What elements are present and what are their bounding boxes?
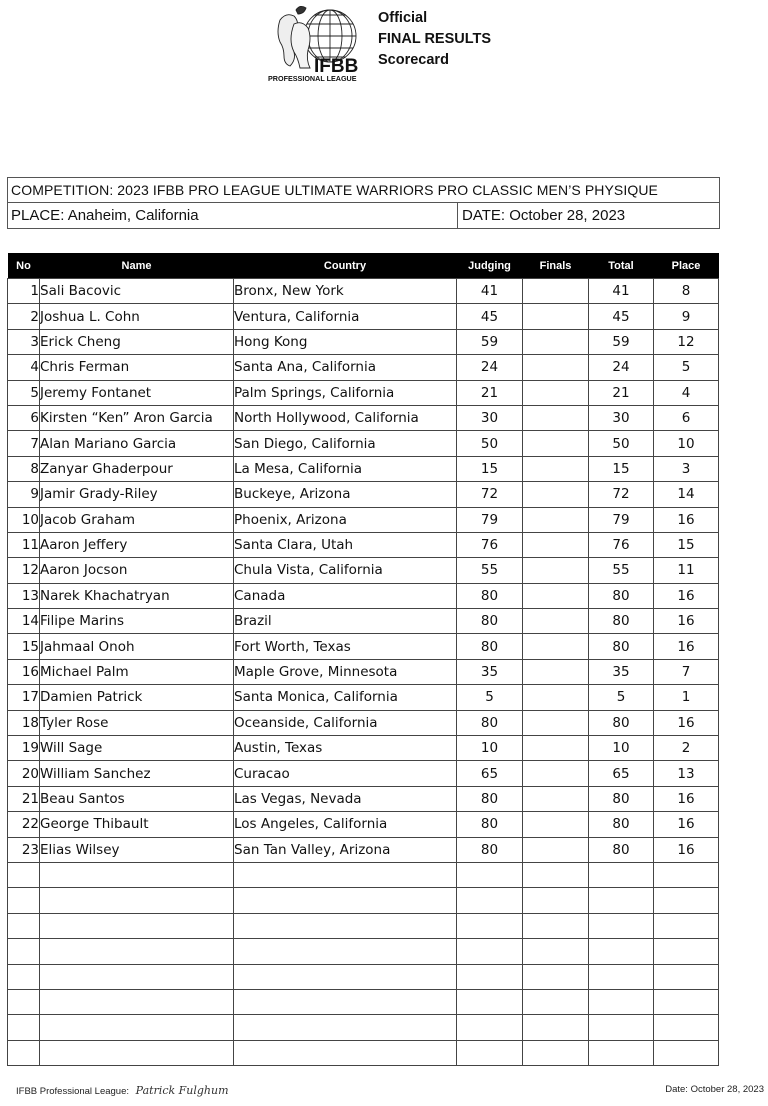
table-row [8, 685, 719, 710]
cell-judging: 80 [457, 634, 523, 659]
cell-judging: 80 [457, 583, 523, 608]
cell-finals [523, 659, 589, 684]
table-row [8, 355, 719, 380]
cell-no: 16 [8, 659, 40, 684]
cell-finals [523, 583, 589, 608]
empty-cell [234, 1015, 457, 1040]
logo-subtext: PROFESSIONAL LEAGUE [268, 74, 357, 82]
cell-total: 30 [589, 405, 654, 430]
cell-no: 9 [8, 482, 40, 507]
cell-total: 80 [589, 837, 654, 862]
empty-cell [40, 888, 234, 913]
cell-judging: 65 [457, 761, 523, 786]
table-row [8, 786, 719, 811]
empty-cell [457, 1040, 523, 1065]
table-row [8, 558, 719, 583]
cell-name: Zanyar Ghaderpour [40, 456, 234, 481]
cell-total: 80 [589, 583, 654, 608]
cell-judging: 76 [457, 532, 523, 557]
cell-finals [523, 355, 589, 380]
empty-cell [654, 888, 719, 913]
footer-league [16, 1084, 229, 1097]
col-header-name: Name [40, 253, 234, 279]
col-header-finals: Finals [523, 253, 589, 279]
cell-total: 72 [589, 482, 654, 507]
cell-judging: 80 [457, 710, 523, 735]
col-header-country: Country [234, 253, 457, 279]
cell-total: 80 [589, 710, 654, 735]
cell-finals [523, 380, 589, 405]
cell-finals [523, 812, 589, 837]
cell-name: Narek Khachatryan [40, 583, 234, 608]
competition-name: COMPETITION: 2023 IFBB PRO LEAGUE ULTIMATE WARRIORS PRO CLASSIC MEN’S PHYSIQUE [8, 178, 719, 203]
empty-cell [523, 1015, 589, 1040]
cell-country: Fort Worth, Texas [234, 634, 457, 659]
empty-cell [8, 1015, 40, 1040]
cell-name: Michael Palm [40, 659, 234, 684]
scorecard-title [378, 8, 491, 71]
table-row [8, 507, 719, 532]
cell-total: 21 [589, 380, 654, 405]
table-row [8, 609, 719, 634]
title-line-official: Official [378, 10, 428, 26]
cell-finals [523, 710, 589, 735]
cell-place: 16 [654, 507, 719, 532]
competition-place: PLACE: Anaheim, California [8, 203, 458, 228]
results-table [7, 253, 719, 1066]
cell-no: 7 [8, 431, 40, 456]
cell-country: Santa Monica, California [234, 685, 457, 710]
empty-cell [523, 989, 589, 1014]
table-row [8, 304, 719, 329]
title-line-final-results: FINAL RESULTS [378, 31, 492, 47]
empty-cell [40, 1015, 234, 1040]
competition-info-box [7, 177, 720, 229]
cell-country: La Mesa, California [234, 456, 457, 481]
cell-judging: 72 [457, 482, 523, 507]
empty-cell [589, 913, 654, 938]
empty-cell [523, 1040, 589, 1065]
table-row [8, 837, 719, 862]
table-row [8, 405, 719, 430]
empty-cell [40, 939, 234, 964]
cell-place: 16 [654, 710, 719, 735]
results-body [8, 279, 719, 1066]
empty-cell [457, 888, 523, 913]
empty-cell [234, 1040, 457, 1065]
cell-judging: 50 [457, 431, 523, 456]
cell-no: 3 [8, 329, 40, 354]
cell-place: 5 [654, 355, 719, 380]
cell-judging: 21 [457, 380, 523, 405]
cell-place: 10 [654, 431, 719, 456]
cell-finals [523, 532, 589, 557]
cell-place: 1 [654, 685, 719, 710]
blank-table-row [8, 939, 719, 964]
cell-finals [523, 736, 589, 761]
cell-no: 4 [8, 355, 40, 380]
cell-finals [523, 329, 589, 354]
cell-place: 3 [654, 456, 719, 481]
cell-finals [523, 507, 589, 532]
table-header-row [8, 253, 719, 279]
cell-no: 5 [8, 380, 40, 405]
blank-table-row [8, 989, 719, 1014]
cell-country: Hong Kong [234, 329, 457, 354]
cell-judging: 5 [457, 685, 523, 710]
cell-no: 15 [8, 634, 40, 659]
cell-name: Jahmaal Onoh [40, 634, 234, 659]
cell-name: Beau Santos [40, 786, 234, 811]
empty-cell [457, 1015, 523, 1040]
cell-place: 15 [654, 532, 719, 557]
empty-cell [457, 862, 523, 887]
cell-judging: 30 [457, 405, 523, 430]
cell-no: 18 [8, 710, 40, 735]
cell-place: 11 [654, 558, 719, 583]
cell-judging: 80 [457, 609, 523, 634]
table-row [8, 659, 719, 684]
cell-finals [523, 609, 589, 634]
empty-cell [654, 913, 719, 938]
ifbb-logo [266, 4, 374, 82]
empty-cell [654, 989, 719, 1014]
cell-no: 13 [8, 583, 40, 608]
cell-total: 10 [589, 736, 654, 761]
cell-place: 7 [654, 659, 719, 684]
cell-judging: 59 [457, 329, 523, 354]
cell-judging: 45 [457, 304, 523, 329]
table-row [8, 634, 719, 659]
cell-place: 16 [654, 812, 719, 837]
cell-place: 8 [654, 279, 719, 304]
blank-table-row [8, 862, 719, 887]
empty-cell [654, 964, 719, 989]
empty-cell [8, 862, 40, 887]
cell-no: 8 [8, 456, 40, 481]
cell-total: 50 [589, 431, 654, 456]
empty-cell [234, 862, 457, 887]
cell-no: 19 [8, 736, 40, 761]
cell-total: 59 [589, 329, 654, 354]
cell-country: Santa Clara, Utah [234, 532, 457, 557]
empty-cell [589, 964, 654, 989]
cell-total: 76 [589, 532, 654, 557]
cell-no: 12 [8, 558, 40, 583]
cell-place: 16 [654, 786, 719, 811]
empty-cell [234, 888, 457, 913]
title-line-scorecard: Scorecard [378, 52, 449, 68]
table-row [8, 736, 719, 761]
cell-country: Maple Grove, Minnesota [234, 659, 457, 684]
empty-cell [589, 1015, 654, 1040]
cell-no: 17 [8, 685, 40, 710]
cell-no: 2 [8, 304, 40, 329]
cell-total: 65 [589, 761, 654, 786]
empty-cell [457, 939, 523, 964]
empty-cell [523, 939, 589, 964]
cell-finals [523, 634, 589, 659]
empty-cell [40, 913, 234, 938]
cell-country: Ventura, California [234, 304, 457, 329]
cell-total: 80 [589, 812, 654, 837]
empty-cell [654, 1040, 719, 1065]
cell-place: 2 [654, 736, 719, 761]
cell-total: 35 [589, 659, 654, 684]
cell-country: Oceanside, California [234, 710, 457, 735]
competition-date: DATE: October 28, 2023 [462, 207, 626, 224]
col-header-judging: Judging [457, 253, 523, 279]
cell-country: Buckeye, Arizona [234, 482, 457, 507]
empty-cell [523, 964, 589, 989]
table-row [8, 532, 719, 557]
empty-cell [8, 939, 40, 964]
table-row [8, 456, 719, 481]
cell-judging: 35 [457, 659, 523, 684]
cell-judging: 24 [457, 355, 523, 380]
cell-country: Brazil [234, 609, 457, 634]
cell-name: Filipe Marins [40, 609, 234, 634]
empty-cell [40, 1040, 234, 1065]
cell-finals [523, 482, 589, 507]
empty-cell [457, 913, 523, 938]
table-row [8, 812, 719, 837]
table-row [8, 329, 719, 354]
empty-cell [523, 913, 589, 938]
empty-cell [523, 888, 589, 913]
cell-finals [523, 431, 589, 456]
signature: Patrick Fulghum [135, 1084, 229, 1097]
cell-total: 55 [589, 558, 654, 583]
cell-total: 80 [589, 609, 654, 634]
cell-place: 16 [654, 837, 719, 862]
cell-total: 80 [589, 786, 654, 811]
cell-finals [523, 456, 589, 481]
cell-place: 16 [654, 634, 719, 659]
empty-cell [589, 939, 654, 964]
empty-cell [654, 1015, 719, 1040]
col-header-place: Place [654, 253, 719, 279]
cell-no: 23 [8, 837, 40, 862]
cell-country: Las Vegas, Nevada [234, 786, 457, 811]
empty-cell [457, 989, 523, 1014]
blank-table-row [8, 964, 719, 989]
cell-country: Santa Ana, California [234, 355, 457, 380]
table-row [8, 583, 719, 608]
table-row [8, 761, 719, 786]
empty-cell [40, 862, 234, 887]
empty-cell [654, 862, 719, 887]
cell-no: 11 [8, 532, 40, 557]
cell-finals [523, 405, 589, 430]
cell-place: 16 [654, 609, 719, 634]
cell-place: 9 [654, 304, 719, 329]
empty-cell [234, 964, 457, 989]
cell-no: 22 [8, 812, 40, 837]
cell-judging: 80 [457, 786, 523, 811]
cell-total: 5 [589, 685, 654, 710]
cell-no: 1 [8, 279, 40, 304]
cell-country: Austin, Texas [234, 736, 457, 761]
table-row [8, 380, 719, 405]
cell-judging: 79 [457, 507, 523, 532]
cell-total: 79 [589, 507, 654, 532]
col-header-no: No [8, 253, 40, 279]
cell-judging: 15 [457, 456, 523, 481]
cell-no: 6 [8, 405, 40, 430]
blank-table-row [8, 1040, 719, 1065]
cell-name: Elias Wilsey [40, 837, 234, 862]
cell-country: Phoenix, Arizona [234, 507, 457, 532]
empty-cell [8, 989, 40, 1014]
cell-total: 80 [589, 634, 654, 659]
empty-cell [523, 862, 589, 887]
cell-country: Curacao [234, 761, 457, 786]
table-row [8, 710, 719, 735]
cell-no: 10 [8, 507, 40, 532]
cell-name: Aaron Jocson [40, 558, 234, 583]
cell-finals [523, 558, 589, 583]
cell-name: Joshua L. Cohn [40, 304, 234, 329]
cell-country: Chula Vista, California [234, 558, 457, 583]
cell-place: 4 [654, 380, 719, 405]
cell-place: 6 [654, 405, 719, 430]
cell-country: North Hollywood, California [234, 405, 457, 430]
cell-country: Canada [234, 583, 457, 608]
cell-name: Jamir Grady-Riley [40, 482, 234, 507]
empty-cell [589, 888, 654, 913]
blank-table-row [8, 1015, 719, 1040]
blank-table-row [8, 913, 719, 938]
empty-cell [589, 862, 654, 887]
cell-finals [523, 685, 589, 710]
cell-name: Erick Cheng [40, 329, 234, 354]
empty-cell [8, 1040, 40, 1065]
empty-cell [40, 989, 234, 1014]
cell-finals [523, 304, 589, 329]
blank-table-row [8, 888, 719, 913]
cell-judging: 55 [457, 558, 523, 583]
cell-name: William Sanchez [40, 761, 234, 786]
empty-cell [8, 888, 40, 913]
cell-finals [523, 837, 589, 862]
cell-judging: 41 [457, 279, 523, 304]
empty-cell [457, 964, 523, 989]
cell-name: Will Sage [40, 736, 234, 761]
cell-country: Bronx, New York [234, 279, 457, 304]
table-row [8, 431, 719, 456]
table-row [8, 279, 719, 304]
cell-no: 14 [8, 609, 40, 634]
footer-date: Date: October 28, 2023 [665, 1084, 764, 1095]
cell-total: 15 [589, 456, 654, 481]
cell-name: Sali Bacovic [40, 279, 234, 304]
cell-name: Tyler Rose [40, 710, 234, 735]
cell-total: 41 [589, 279, 654, 304]
cell-name: Jeremy Fontanet [40, 380, 234, 405]
cell-finals [523, 786, 589, 811]
cell-country: Los Angeles, California [234, 812, 457, 837]
cell-name: George Thibault [40, 812, 234, 837]
cell-name: Kirsten “Ken” Aron Garcia [40, 405, 234, 430]
logo-ifbb-text: IFBB [314, 56, 359, 77]
cell-name: Damien Patrick [40, 685, 234, 710]
empty-cell [40, 964, 234, 989]
empty-cell [8, 913, 40, 938]
cell-country: San Diego, California [234, 431, 457, 456]
cell-judging: 10 [457, 736, 523, 761]
footer-league-label: IFBB Professional League: [16, 1086, 130, 1097]
cell-country: Palm Springs, California [234, 380, 457, 405]
cell-judging: 80 [457, 837, 523, 862]
cell-name: Jacob Graham [40, 507, 234, 532]
cell-place: 12 [654, 329, 719, 354]
empty-cell [589, 989, 654, 1014]
table-row [8, 482, 719, 507]
cell-country: San Tan Valley, Arizona [234, 837, 457, 862]
cell-total: 24 [589, 355, 654, 380]
cell-place: 13 [654, 761, 719, 786]
empty-cell [234, 939, 457, 964]
empty-cell [8, 964, 40, 989]
cell-finals [523, 279, 589, 304]
cell-judging: 80 [457, 812, 523, 837]
cell-place: 14 [654, 482, 719, 507]
empty-cell [234, 989, 457, 1014]
cell-place: 16 [654, 583, 719, 608]
cell-name: Alan Mariano Garcia [40, 431, 234, 456]
col-header-total: Total [589, 253, 654, 279]
cell-total: 45 [589, 304, 654, 329]
cell-name: Chris Ferman [40, 355, 234, 380]
cell-name: Aaron Jeffery [40, 532, 234, 557]
empty-cell [234, 913, 457, 938]
cell-finals [523, 761, 589, 786]
cell-no: 21 [8, 786, 40, 811]
cell-no: 20 [8, 761, 40, 786]
empty-cell [654, 939, 719, 964]
empty-cell [589, 1040, 654, 1065]
